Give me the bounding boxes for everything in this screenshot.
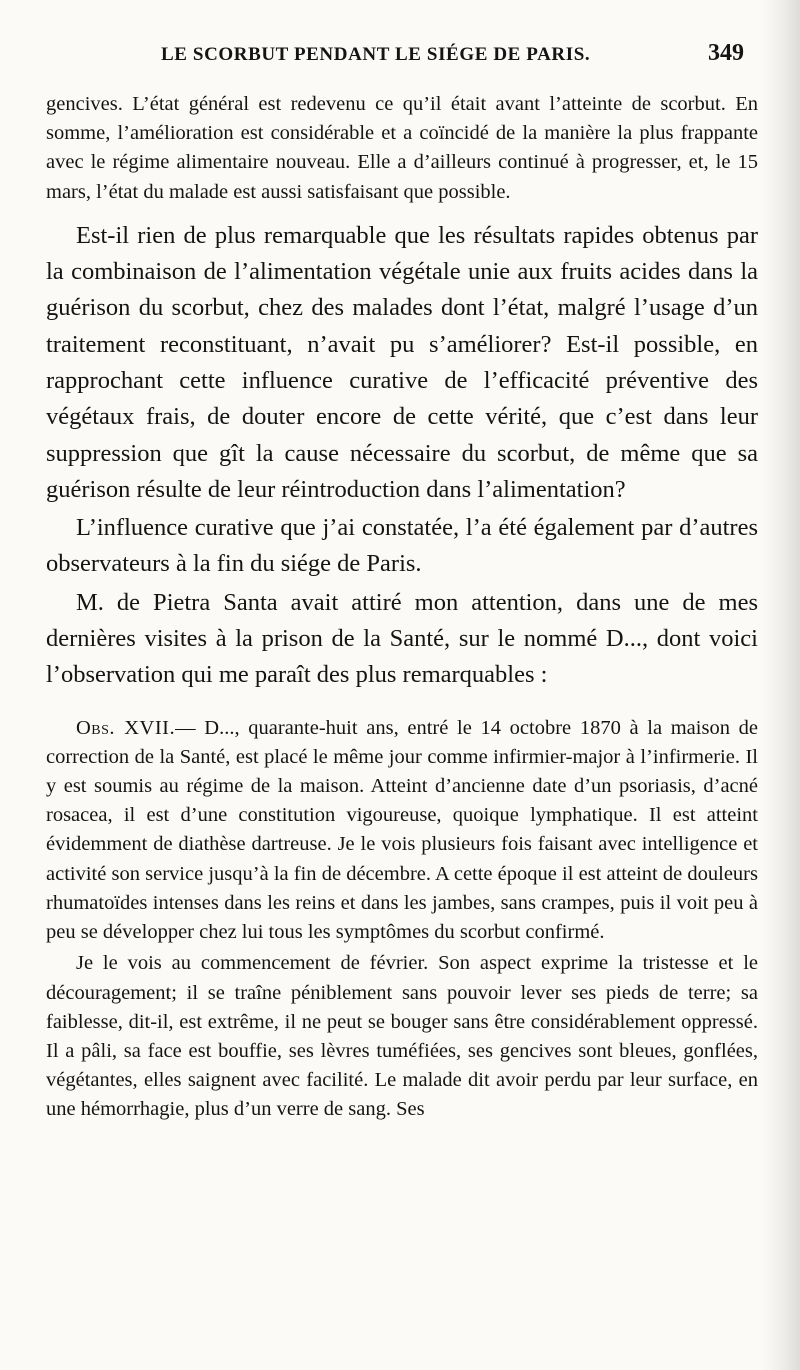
- running-header: [46, 36, 758, 76]
- observation-text: — D..., quarante-huit ans, entré le 14 octobre 1870 à la maison de correction de la Santé, est placé le même jour comme infirmier-major à l’infirmerie. Il y est soumis au régime de la maison. Atteint d’ancienne date d’un psoriasis, d’acné rosacea, il est d’une constitution vigoureuse, quoique lymphatique. Il est atteint évidemment de diathèse dartreuse. Je le vois plusieurs fois faisant avec intelligence et activité son service jusqu’à la fin de décembre. A cette époque il est atteint de douleurs rhumatoïdes intenses dans les reins et dans les jambes, sans crampes, puis il voit peu à peu se développer chez lui tous les symptômes du scorbut confirmé.: [46, 716, 758, 944]
- paragraph-results: Est-il rien de plus remarquable que les résultats rapides obtenus par la combinaison de l’alimentation végétale unie aux fruits acides dans la guérison du scorbut, chez des malades dont l’état, malgré l’usage d’un traitement reconstituant, n’avait pu s’améliorer? Est-il possible, en rapprochant cette influence curative de l’efficacité préventive des végétaux frais, de douter encore de cette vérité, que c’est dans leur suppression que gît la cause nécessaire du scorbut, de même que sa guérison résulte de leur réintroduction dans l’alimentation?: [46, 221, 758, 503]
- paragraph-pietra-santa: M. de Pietra Santa avait attiré mon attention, dans une de mes dernières visites à la prison de la Santé, sur le nommé D..., dont voici l’observation qui me paraît des plus remarquables :: [46, 588, 758, 689]
- paragraph-continued: gencives. L’état général est redevenu ce qu’il était avant l’atteinte de scorbut. En somme, l’amélioration est considérable et a coïncidé de la manière la plus frappante avec le régime alimentaire nouveau. Elle a d’ailleurs continué à progresser, et, le 15 mars, l’état du malade est aussi satisfaisant que possible.: [46, 93, 758, 203]
- continued-paragraph-block: [46, 90, 758, 207]
- observation-label: Obs. XVII.: [76, 716, 176, 739]
- main-text-block: [46, 218, 758, 694]
- observation-paragraph-february: Je le vois au commencement de février. Son aspect exprime la tristesse et le découragement; il se traîne péniblement sans pouvoir lever ses pieds de terre; sa faiblesse, dit-il, est extrême, il ne peut se bouger sans être considérablement oppressé. Il a pâli, sa face est bouffie, ses lèvres tuméfiées, ses gencives sont bleues, gonflées, végétantes, elles saignent avec facilité. Le malade dit avoir perdu par leur surface, en une hémorrhagie, plus d’un verre de sang. Ses: [46, 952, 758, 1121]
- running-title: LE SCORBUT PENDANT LE SIÉGE DE PARIS.: [161, 44, 591, 65]
- paragraph-influence: L’influence curative que j’ai constatée, l’a été également par d’autres observateurs à la fin du siége de Paris.: [46, 514, 758, 578]
- observation-block: [46, 714, 758, 1125]
- observation-paragraph: [46, 714, 758, 948]
- page-number: 349: [708, 40, 744, 66]
- page-edge-shadow: [762, 0, 800, 1370]
